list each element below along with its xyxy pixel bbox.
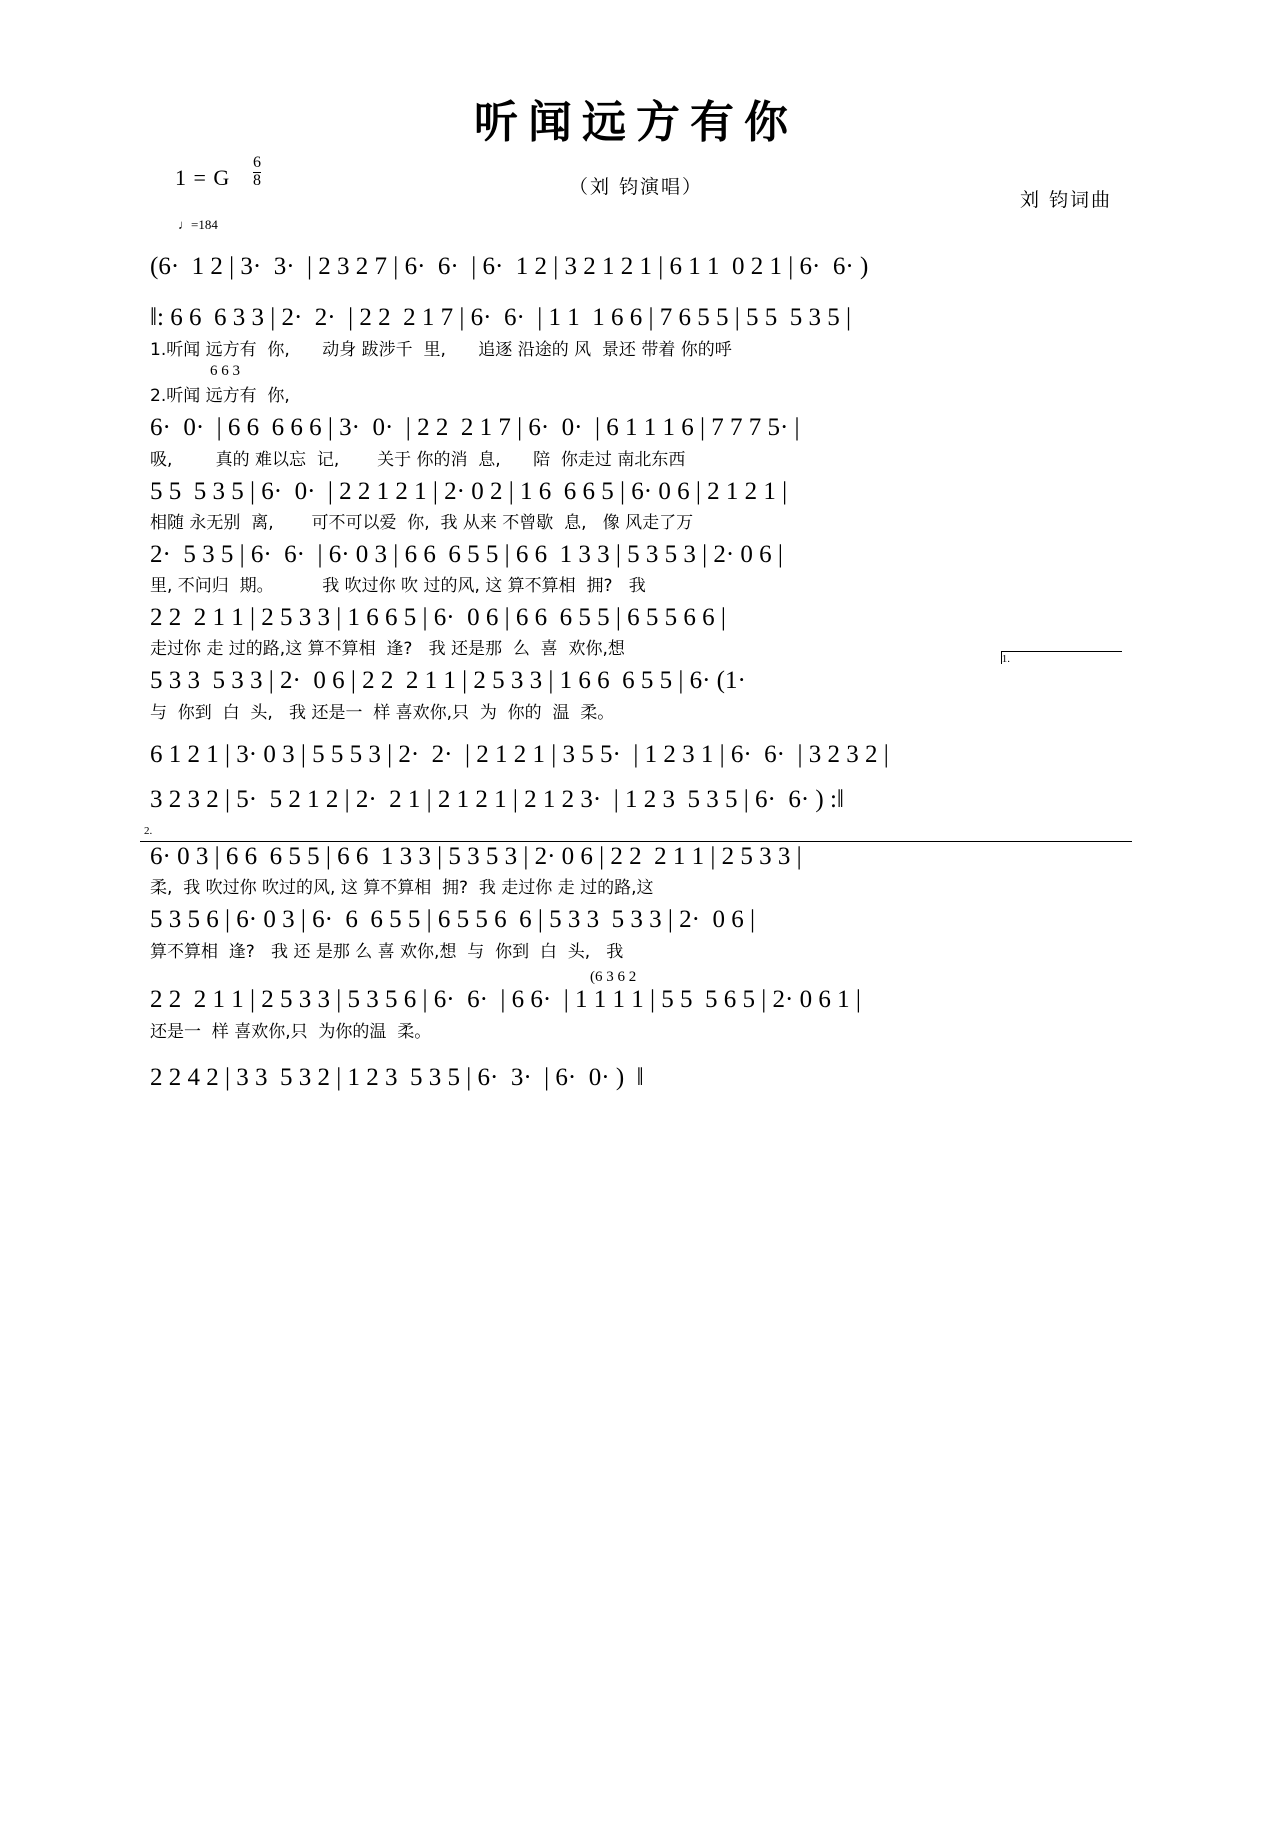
notation-line: 2 2 4 2 | 3 3 5 3 2 | 1 2 3 5 3 5 | 6· 3· | 6· 0· ) ‖ <box>150 1063 644 1091</box>
notation-line: 2· 5 3 5 | 6· 6· | 6· 0 3 | 6 6 6 5 5 | 6 6 1 3 3 | 5 3 5 3 | 2· 0 6 | <box>150 540 783 568</box>
time-signature-numerator: 6 <box>253 154 261 171</box>
page-title: 听闻远方有你 <box>474 97 798 148</box>
lyric-line: 还是一 样 喜欢你,只 为你的温 柔。 <box>150 1021 432 1042</box>
key-signature: 1 = G <box>175 165 231 190</box>
system-interlude1 <box>150 739 1122 770</box>
notation-line: 2 2 2 1 1 | 2 5 3 3 | 5 3 5 6 | 6· 6· | 6 6· | 1 1 1 1 | 5 5 5 6 5 | 2· 0 6 1 | <box>150 986 861 1014</box>
singer-credit: （刘 钧演唱） <box>568 176 704 198</box>
notation-line: (6· 1 2 | 3· 3· | 2 3 2 7 | 6· 6· | 6· 1 2 | 3 2 1 2 1 | 6 1 1 0 2 1 | 6· 6· ) <box>150 253 869 280</box>
notation-line: 6· 0 3 | 6 6 6 5 5 | 6 6 1 3 3 | 5 3 5 3 | 2· 0 6 | 2 2 2 1 1 | 2 5 3 3 | <box>150 843 802 870</box>
system-verse2-line1 <box>144 825 1122 899</box>
lyric-line: 走过你 走 过的路,这 算不算相 逢? 我 还是那 么 喜 欢你,想 <box>150 639 625 660</box>
music-body <box>0 251 1272 1093</box>
lyric-line: 与 你到 白 头, 我 还是一 样 喜欢你,只 为 你的 温 柔。 <box>150 702 615 723</box>
system-verse1-line6 <box>150 653 1122 723</box>
notation-line: 3 2 3 2 | 5· 5 2 1 2 | 2· 2 1 | 2 1 2 1 | 2 1 2 3· | 1 2 3 5 3 5 | 6· 6· ) :‖ <box>150 785 844 813</box>
second-ending-label: 2. <box>144 825 153 837</box>
system-verse2-line3 <box>150 968 1122 1042</box>
notation-line: 5 3 3 5 3 3 | 2· 0 6 | 2 2 2 1 1 | 2 5 3 3 | 1 6 6 6 5 5 | 6· (1· <box>150 667 753 695</box>
lyric-line: 1.听闻 远方有 你, 动身 跋涉千 里, 追逐 沿途的 风 景还 带着 你的呼 <box>150 339 732 360</box>
notation-line: 2 2 2 1 1 | 2 5 3 3 | 1 6 6 5 | 6· 0 6 | 6 6 6 5 5 | 6 5 5 6 6 | <box>150 604 726 631</box>
lyric-line: 柔, 我 吹过你 吹过的风, 这 算不算相 拥? 我 走过你 走 过的路,这 <box>150 878 654 899</box>
notation-alt-run: 6 6 3 <box>210 362 240 379</box>
system-verse1-line4 <box>150 539 1122 596</box>
lyric-line: 里, 不问归 期。 我 吹过你 吹 过的风, 这 算不算相 拥? 我 <box>150 576 646 596</box>
system-verse1-line1 <box>150 302 1122 406</box>
system-verse1-line3 <box>150 476 1122 533</box>
lyric-line: 相随 永无别 离, 可不可以爱 你, 我 从来 不曾歇 息, 像 风走了万 <box>150 512 694 533</box>
system-verse1-line5 <box>150 602 1122 659</box>
system-intro <box>150 251 1122 282</box>
notation-line: 5 5 5 3 5 | 6· 0· | 2 2 1 2 1 | 2· 0 2 | 1 6 6 6 5 | 6· 0 6 | 2 1 2 1 | <box>150 477 788 505</box>
time-signature <box>253 155 261 190</box>
lyric-line-verse2: 2.听闻 远方有 你, <box>150 386 290 407</box>
time-signature-denominator: 8 <box>253 171 261 189</box>
notation-line: 5 3 5 6 | 6· 0 3 | 6· 6 6 5 5 | 6 5 5 6 6 | 5 3 3 5 3 3 | 2· 0 6 | <box>150 906 756 934</box>
notation-line: 6· 0· | 6 6 6 6 6 | 3· 0· | 2 2 2 1 7 | 6· 0· | 6 1 1 1 6 | 7 7 7 5· | <box>150 414 800 442</box>
notation-ossia: (6 3 6 2 <box>590 968 637 985</box>
tempo-marking: ♩=184 <box>178 217 218 232</box>
system-interlude2 <box>150 784 1122 815</box>
composer-credit: 刘 钧词曲 <box>1019 189 1112 211</box>
notation-line: ‖: 6 6 6 3 3 | 2· 2· | 2 2 2 1 7 | 6· 6· | 1 1 1 6 6 | 7 6 5 5 | 5 5 5 3 5 | <box>150 304 852 332</box>
lyric-line: 吸, 真的 难以忘 记, 关于 你的消 息, 陪 你走过 南北东西 <box>150 449 686 470</box>
first-ending-bracket <box>1001 651 1122 664</box>
system-verse1-line2 <box>150 412 1122 469</box>
lyric-line: 算不算相 逢? 我 还 是那 么 喜 欢你,想 与 你到 白 头, 我 <box>150 941 624 962</box>
sheet-music-page <box>0 86 1272 1834</box>
first-ending-label: 1. <box>1001 653 1010 666</box>
notation-line: 6 1 2 1 | 3· 0 3 | 5 5 5 3 | 2· 2· | 2 1 2 1 | 3 5 5· | 1 2 3 1 | 6· 6· | 3 2 3 2 | <box>150 740 889 768</box>
system-coda <box>150 1062 1122 1093</box>
system-verse2-line2 <box>150 904 1122 961</box>
